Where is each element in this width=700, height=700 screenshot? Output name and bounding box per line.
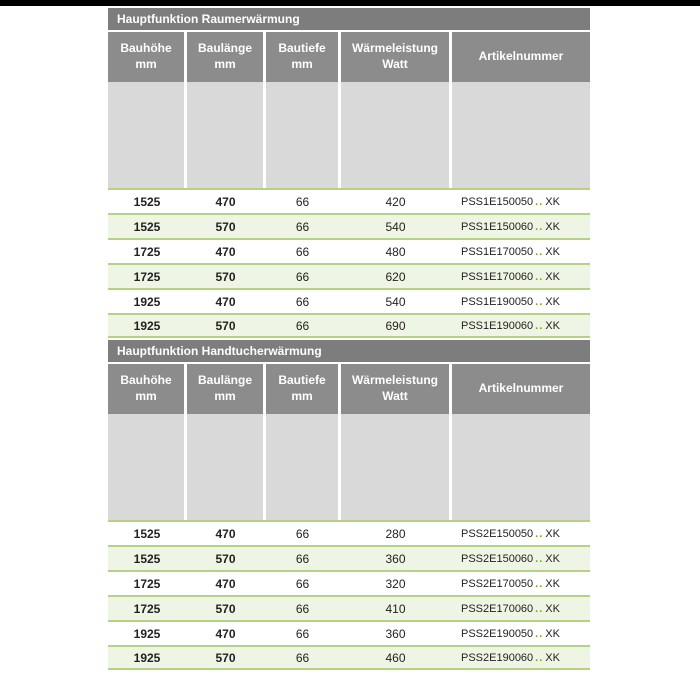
column-unit: mm [214, 389, 236, 403]
article-dots: .. [535, 627, 544, 640]
cell-bauhoehe: 1925 [133, 318, 161, 333]
article-dots: .. [535, 195, 544, 208]
article-code: PSS1E190050 [461, 295, 534, 308]
image-placeholder-cell [108, 414, 184, 520]
article-dots: .. [535, 245, 544, 258]
product-image-placeholder-row [108, 414, 590, 520]
article-suffix: XK [545, 245, 560, 258]
table-row [108, 570, 590, 595]
article-suffix: XK [545, 627, 560, 640]
cell-baulaenge: 470 [215, 194, 236, 209]
article-code: PSS2E170060 [461, 602, 534, 615]
column-unit: Watt [382, 389, 408, 403]
cell-waermeleistung: 280 [385, 526, 406, 541]
cell-bauhoehe: 1725 [133, 244, 161, 259]
column-header-row [108, 364, 590, 414]
article-suffix: XK [545, 552, 560, 565]
cell-bautiefe: 66 [295, 650, 310, 665]
cell-bautiefe: 66 [295, 244, 310, 259]
column-label: Baulänge [197, 41, 252, 56]
section-title: Hauptfunktion Handtucherwärmung [117, 344, 322, 358]
cell-baulaenge: 570 [215, 601, 236, 616]
article-dots: .. [535, 295, 544, 308]
cell-artikelnummer [451, 196, 590, 208]
column-label: Bauhöhe [120, 41, 172, 56]
cell-artikelnummer [451, 271, 590, 283]
cell-baulaenge: 570 [215, 318, 236, 333]
cell-baulaenge: 470 [215, 244, 236, 259]
cell-bauhoehe: 1725 [133, 576, 161, 591]
cell-artikelnummer [451, 578, 590, 590]
article-code: PSS2E190050 [461, 627, 534, 640]
cell-bautiefe: 66 [295, 576, 310, 591]
cell-bautiefe: 66 [295, 601, 310, 616]
column-label: Bautiefe [278, 373, 326, 388]
cell-bautiefe: 66 [295, 294, 310, 309]
cell-bautiefe: 66 [295, 194, 310, 209]
column-label: Artikelnummer [478, 49, 564, 64]
column-header-waermeleistung [341, 32, 449, 82]
cell-waermeleistung: 360 [385, 551, 406, 566]
cell-bautiefe: 66 [295, 219, 310, 234]
table-row [108, 645, 590, 670]
column-label: Wärmeleistung [351, 41, 438, 56]
column-header-bautiefe [266, 364, 338, 414]
cell-bauhoehe: 1925 [133, 650, 161, 665]
cell-baulaenge: 570 [215, 269, 236, 284]
image-placeholder-cell [452, 82, 590, 188]
column-header-bautiefe [266, 32, 338, 82]
cell-baulaenge: 570 [215, 650, 236, 665]
column-unit: mm [135, 57, 157, 71]
image-placeholder-cell [341, 82, 449, 188]
cell-bauhoehe: 1525 [133, 551, 161, 566]
cell-waermeleistung: 420 [385, 194, 406, 209]
cell-baulaenge: 470 [215, 576, 236, 591]
table-row [108, 288, 590, 313]
article-suffix: XK [545, 195, 560, 208]
article-dots: .. [535, 220, 544, 233]
article-dots: .. [535, 270, 544, 283]
cell-waermeleistung: 620 [385, 269, 406, 284]
article-dots: .. [535, 651, 544, 664]
cell-artikelnummer [451, 652, 590, 664]
cell-bauhoehe: 1725 [133, 269, 161, 284]
cell-artikelnummer [451, 320, 590, 332]
table-row [108, 238, 590, 263]
section-raumerwaermung [108, 8, 590, 338]
article-dots: .. [535, 527, 544, 540]
column-unit: mm [291, 389, 313, 403]
article-suffix: XK [545, 577, 560, 590]
table-row [108, 595, 590, 620]
cell-baulaenge: 470 [215, 294, 236, 309]
table-row [108, 620, 590, 645]
article-suffix: XK [545, 319, 560, 332]
column-header-waermeleistung [341, 364, 449, 414]
image-placeholder-cell [108, 82, 184, 188]
product-image-placeholder-row [108, 82, 590, 188]
article-dots: .. [535, 319, 544, 332]
cell-artikelnummer [451, 553, 590, 565]
cell-bautiefe: 66 [295, 318, 310, 333]
article-code: PSS2E150050 [461, 527, 534, 540]
cell-waermeleistung: 540 [385, 294, 406, 309]
column-header-artikelnummer [452, 364, 590, 414]
column-unit: mm [291, 57, 313, 71]
table-row [108, 545, 590, 570]
column-header-bauhoehe [108, 364, 184, 414]
cell-waermeleistung: 360 [385, 626, 406, 641]
article-suffix: XK [545, 602, 560, 615]
cell-artikelnummer [451, 246, 590, 258]
column-header-baulaenge [187, 32, 263, 82]
cell-baulaenge: 570 [215, 219, 236, 234]
cell-bauhoehe: 1925 [133, 626, 161, 641]
cell-waermeleistung: 540 [385, 219, 406, 234]
image-placeholder-cell [266, 82, 338, 188]
section-title-bar [108, 8, 590, 30]
cell-bautiefe: 66 [295, 269, 310, 284]
spec-table [108, 6, 590, 670]
image-placeholder-cell [187, 414, 263, 520]
article-code: PSS1E190060 [461, 319, 534, 332]
image-placeholder-cell [187, 82, 263, 188]
section-title: Hauptfunktion Raumerwärmung [117, 12, 300, 26]
table-row [108, 520, 590, 545]
cell-baulaenge: 470 [215, 526, 236, 541]
article-code: PSS1E170060 [461, 270, 534, 283]
cell-artikelnummer [451, 221, 590, 233]
column-header-artikelnummer [452, 32, 590, 82]
column-label: Bauhöhe [120, 373, 172, 388]
column-unit: mm [135, 389, 157, 403]
data-rows [108, 520, 590, 670]
column-header-row [108, 32, 590, 82]
table-row [108, 213, 590, 238]
table-row [108, 263, 590, 288]
cell-bautiefe: 66 [295, 626, 310, 641]
column-header-baulaenge [187, 364, 263, 414]
column-header-bauhoehe [108, 32, 184, 82]
cell-bautiefe: 66 [295, 526, 310, 541]
column-label: Artikelnummer [478, 381, 564, 396]
cell-bauhoehe: 1525 [133, 526, 161, 541]
cell-waermeleistung: 320 [385, 576, 406, 591]
cell-artikelnummer [451, 296, 590, 308]
article-dots: .. [535, 602, 544, 615]
image-placeholder-cell [266, 414, 338, 520]
cell-bauhoehe: 1925 [133, 294, 161, 309]
article-suffix: XK [545, 527, 560, 540]
column-label: Wärmeleistung [351, 373, 438, 388]
table-row [108, 188, 590, 213]
cell-artikelnummer [451, 603, 590, 615]
article-suffix: XK [545, 270, 560, 283]
data-rows [108, 188, 590, 338]
section-title-bar [108, 340, 590, 362]
column-label: Bautiefe [278, 41, 326, 56]
table-row [108, 313, 590, 338]
cell-bauhoehe: 1525 [133, 219, 161, 234]
article-dots: .. [535, 577, 544, 590]
article-suffix: XK [545, 295, 560, 308]
cell-bauhoehe: 1525 [133, 194, 161, 209]
article-code: PSS1E170050 [461, 245, 534, 258]
column-unit: Watt [382, 57, 408, 71]
cell-waermeleistung: 460 [385, 650, 406, 665]
cell-baulaenge: 470 [215, 626, 236, 641]
article-suffix: XK [545, 651, 560, 664]
section-handtucherwaermung [108, 340, 590, 670]
article-suffix: XK [545, 220, 560, 233]
cell-artikelnummer [451, 628, 590, 640]
column-label: Baulänge [197, 373, 252, 388]
article-code: PSS2E190060 [461, 651, 534, 664]
article-code: PSS2E150060 [461, 552, 534, 565]
column-unit: mm [214, 57, 236, 71]
cell-artikelnummer [451, 528, 590, 540]
article-code: PSS2E170050 [461, 577, 534, 590]
article-code: PSS1E150050 [461, 195, 534, 208]
cell-bautiefe: 66 [295, 551, 310, 566]
cell-waermeleistung: 480 [385, 244, 406, 259]
cell-waermeleistung: 690 [385, 318, 406, 333]
cell-waermeleistung: 410 [385, 601, 406, 616]
cell-baulaenge: 570 [215, 551, 236, 566]
article-code: PSS1E150060 [461, 220, 534, 233]
cell-bauhoehe: 1725 [133, 601, 161, 616]
article-dots: .. [535, 552, 544, 565]
image-placeholder-cell [452, 414, 590, 520]
image-placeholder-cell [341, 414, 449, 520]
